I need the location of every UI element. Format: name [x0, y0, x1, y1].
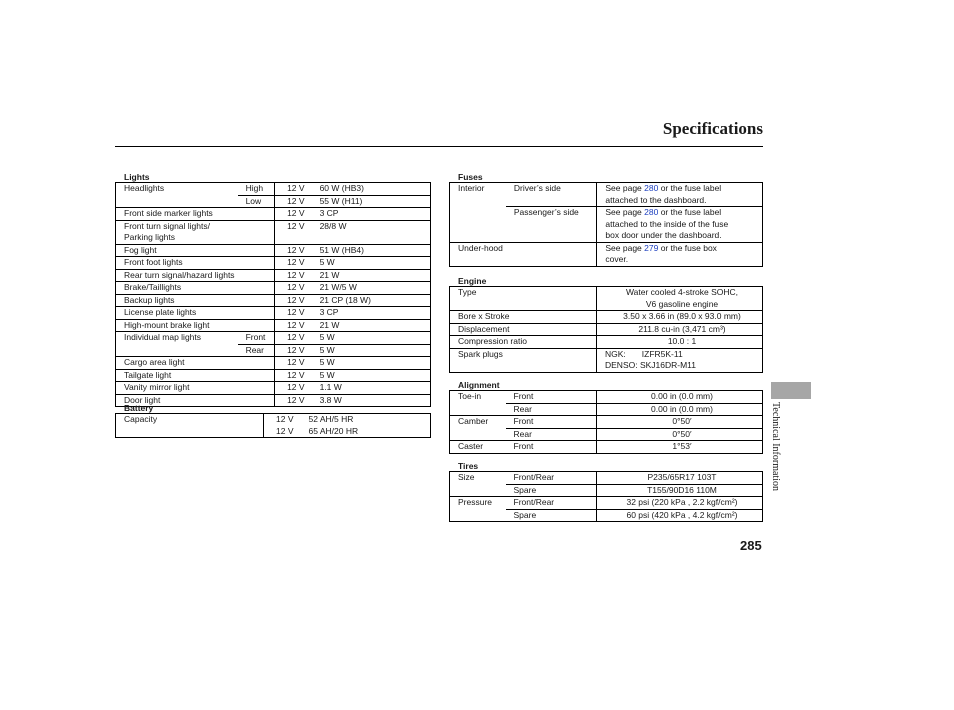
tire-pressure-label: Pressure: [450, 497, 506, 510]
fuse-drivers-side: Driver’s side: [506, 183, 597, 207]
lights-item: Door light: [116, 394, 238, 407]
lights-position: [238, 282, 275, 295]
table-row: [450, 509, 763, 522]
battery-volt: 12 V: [276, 414, 294, 424]
table-row: [116, 394, 431, 407]
table-row: [450, 183, 763, 207]
lights-voltage: 12 V: [275, 195, 312, 208]
tires-table: [449, 471, 763, 522]
section-tab: [771, 382, 811, 399]
align-pos: Rear: [506, 428, 597, 441]
align-camber: Camber: [450, 416, 506, 429]
lights-voltage: 12 V: [275, 357, 312, 370]
lights-position: [238, 394, 275, 407]
engine-type-label: Type: [450, 287, 597, 311]
table-row: [116, 414, 431, 426]
lights-wattage: 5 W: [312, 332, 431, 345]
table-row: [116, 294, 431, 307]
table-row: [116, 257, 431, 270]
lights-wattage: 5 W: [312, 257, 431, 270]
lights-voltage: 12 V: [275, 257, 312, 270]
alignment-table: [449, 390, 763, 454]
fuse-passenger-side: Passenger’s side: [506, 207, 597, 243]
lights-voltage: 12 V: [275, 244, 312, 257]
fuse-underhood: Under-hood: [450, 242, 506, 266]
lights-item: [116, 195, 238, 208]
engine-disp-value: 211.8 cu-in (3,471 cm³): [597, 323, 763, 336]
tire-value: T155/90D16 110M: [597, 484, 763, 497]
lights-item: Front turn signal lights/: [116, 220, 238, 232]
table-row: [116, 269, 431, 282]
lights-item: Front side marker lights: [116, 208, 238, 221]
alignment-heading: Alignment: [458, 380, 500, 390]
fuses-table: [449, 182, 763, 267]
table-row: [450, 428, 763, 441]
lights-wattage: 21 W: [312, 269, 431, 282]
page-link[interactable]: 280: [644, 207, 659, 217]
lights-position: [238, 357, 275, 370]
lights-position: [238, 232, 275, 244]
table-row: [116, 332, 431, 345]
fuse-passenger-desc: See page 280 or the fuse label attached to the inside of the fuse box door under the dashboard.: [597, 207, 763, 243]
table-row: [116, 344, 431, 357]
table-row: [450, 484, 763, 497]
tires-heading: Tires: [458, 461, 479, 471]
battery-item: [116, 426, 264, 438]
lights-voltage: 12 V: [287, 183, 305, 193]
table-row: [116, 307, 431, 320]
lights-item: High-mount brake light: [116, 319, 238, 332]
table-row: [450, 336, 763, 349]
table-row: [450, 391, 763, 404]
lights-item: Cargo area light: [116, 357, 238, 370]
lights-item: Tailgate light: [116, 369, 238, 382]
table-row: [450, 311, 763, 324]
align-value: 0.00 in (0.0 mm): [651, 391, 713, 401]
table-row: [116, 232, 431, 244]
lights-item: Brake/Taillights: [116, 282, 238, 295]
battery-item: Capacity: [116, 414, 264, 426]
header-rule: [115, 146, 763, 147]
lights-voltage: 12 V: [275, 382, 312, 395]
engine-bore-label: Bore x Stroke: [450, 311, 597, 324]
fuses-heading: Fuses: [458, 172, 483, 182]
fuse-drivers-desc: See page 280 or the fuse label attached to the dashboard.: [605, 183, 722, 205]
lights-position: [238, 307, 275, 320]
lights-wattage: [312, 232, 431, 244]
lights-wattage: 3.8 W: [312, 394, 431, 407]
lights-voltage: 12 V: [275, 208, 312, 221]
lights-wattage: 5 W: [312, 344, 431, 357]
table-row: [450, 497, 763, 510]
lights-item: Rear turn signal/hazard lights: [116, 269, 238, 282]
lights-position: Rear: [238, 344, 275, 357]
engine-comp-value: 10.0 : 1: [597, 336, 763, 349]
table-row: [450, 416, 763, 429]
lights-item: Front foot lights: [116, 257, 238, 270]
engine-heading: Engine: [458, 276, 487, 286]
page-number: 285: [740, 538, 762, 553]
lights-position: Front: [238, 332, 275, 345]
lights-table: [115, 182, 431, 407]
lights-position: Low: [238, 195, 275, 208]
lights-voltage: 12 V: [275, 294, 312, 307]
lights-position: [238, 244, 275, 257]
battery-heading: Battery: [124, 403, 154, 413]
battery-table: [115, 413, 431, 438]
tire-value: P235/65R17 103T: [647, 472, 717, 482]
lights-voltage: 12 V: [275, 269, 312, 282]
lights-position: [238, 220, 275, 232]
table-row: [116, 208, 431, 221]
lights-item: Vanity mirror light: [116, 382, 238, 395]
align-pos: Front: [506, 391, 597, 404]
table-row: [116, 244, 431, 257]
tire-value: 32 psi (220 kPa , 2.2 kgf/cm²): [597, 497, 763, 510]
lights-position: [238, 269, 275, 282]
lights-position: [238, 319, 275, 332]
lights-item: Parking lights: [124, 232, 176, 242]
engine-type-value: Water cooled 4-stroke SOHC, V6 gasoline engine: [625, 287, 739, 309]
tire-pos: Front/Rear: [506, 472, 597, 485]
table-row: [116, 382, 431, 395]
table-row: [450, 403, 763, 416]
lights-item: Fog light: [116, 244, 238, 257]
table-row: [116, 319, 431, 332]
lights-position: High: [238, 183, 275, 196]
battery-volt: 12 V: [276, 425, 294, 436]
lights-wattage: 21 W/5 W: [312, 282, 431, 295]
table-row: [116, 195, 431, 208]
engine-spark-value: NGK: IZFR5K-11 DENSO: SKJ16DR-M11: [597, 348, 763, 372]
lights-wattage: 60 W (HB3): [319, 183, 364, 193]
lights-wattage: 3 CP: [312, 208, 431, 221]
table-row: [116, 357, 431, 370]
lights-voltage: 12 V: [275, 394, 312, 407]
lights-voltage: 12 V: [275, 319, 312, 332]
lights-wattage: 51 W (HB4): [312, 244, 431, 257]
lights-heading: Lights: [124, 172, 150, 182]
lights-item: Headlights: [124, 183, 165, 193]
align-pos: Rear: [506, 403, 597, 416]
align-toein: Toe-in: [458, 391, 482, 401]
table-row: [450, 207, 763, 243]
table-row: [116, 282, 431, 295]
table-row: [116, 220, 431, 232]
lights-position: [238, 208, 275, 221]
lights-item: License plate lights: [116, 307, 238, 320]
align-caster: Caster: [450, 441, 506, 454]
engine-comp-label: Compression ratio: [450, 336, 597, 349]
lights-voltage: 12 V: [275, 344, 312, 357]
engine-disp-label: Displacement: [450, 323, 597, 336]
table-row: [450, 323, 763, 336]
lights-wattage: 21 W: [312, 319, 431, 332]
lights-voltage: 12 V: [275, 220, 312, 232]
table-row: [450, 348, 763, 372]
tire-value: 60 psi (420 kPa , 4.2 kgf/cm²): [597, 509, 763, 522]
fuse-underhood-desc: See page 279 or the fuse box cover.: [597, 242, 763, 266]
align-value: 0°50′: [597, 416, 763, 429]
align-value: 1°53′: [597, 441, 763, 454]
engine-spark-label: Spark plugs: [450, 348, 597, 372]
tire-size-label: Size: [458, 472, 475, 482]
tire-pos: Spare: [506, 484, 597, 497]
align-value: 0.00 in (0.0 mm): [597, 403, 763, 416]
battery-cap: 65 AH/20 HR: [308, 425, 359, 436]
page-link[interactable]: 280: [644, 183, 659, 193]
lights-wattage: 3 CP: [312, 307, 431, 320]
table-row: [116, 183, 431, 196]
fuse-interior: Interior: [458, 183, 485, 193]
lights-position: [238, 369, 275, 382]
table-row: [116, 369, 431, 382]
align-pos: Front: [506, 441, 597, 454]
lights-voltage: [275, 232, 312, 244]
battery-cap: 52 AH/5 HR: [308, 414, 354, 424]
align-pos: Front: [506, 416, 597, 429]
lights-position: [238, 294, 275, 307]
lights-wattage: 5 W: [312, 369, 431, 382]
lights-voltage: 12 V: [275, 307, 312, 320]
lights-wattage: 28/8 W: [312, 220, 431, 232]
lights-item: Individual map lights: [116, 332, 238, 345]
table-row: [450, 472, 763, 485]
lights-wattage: 21 CP (18 W): [312, 294, 431, 307]
table-row: [450, 242, 763, 266]
table-row: [450, 287, 763, 311]
lights-item: [116, 344, 238, 357]
tire-pos: Front/Rear: [506, 497, 597, 510]
tire-pos: Spare: [506, 509, 597, 522]
lights-item: Backup lights: [116, 294, 238, 307]
lights-wattage: 1.1 W: [312, 382, 431, 395]
engine-bore-value: 3.50 x 3.66 in (89.0 x 93.0 mm): [597, 311, 763, 324]
side-tab-label: Technical Information: [770, 402, 781, 491]
page-title: Specifications: [662, 119, 763, 138]
align-value: 0°50′: [597, 428, 763, 441]
engine-table: [449, 286, 763, 373]
lights-voltage: 12 V: [275, 282, 312, 295]
lights-position: [238, 257, 275, 270]
lights-wattage: 55 W (H11): [312, 195, 431, 208]
lights-position: [238, 382, 275, 395]
table-row: [450, 441, 763, 454]
lights-voltage: 12 V: [275, 332, 312, 345]
page-link[interactable]: 279: [644, 242, 659, 253]
lights-voltage: 12 V: [275, 369, 312, 382]
table-row: [116, 426, 431, 438]
lights-wattage: 5 W: [312, 357, 431, 370]
